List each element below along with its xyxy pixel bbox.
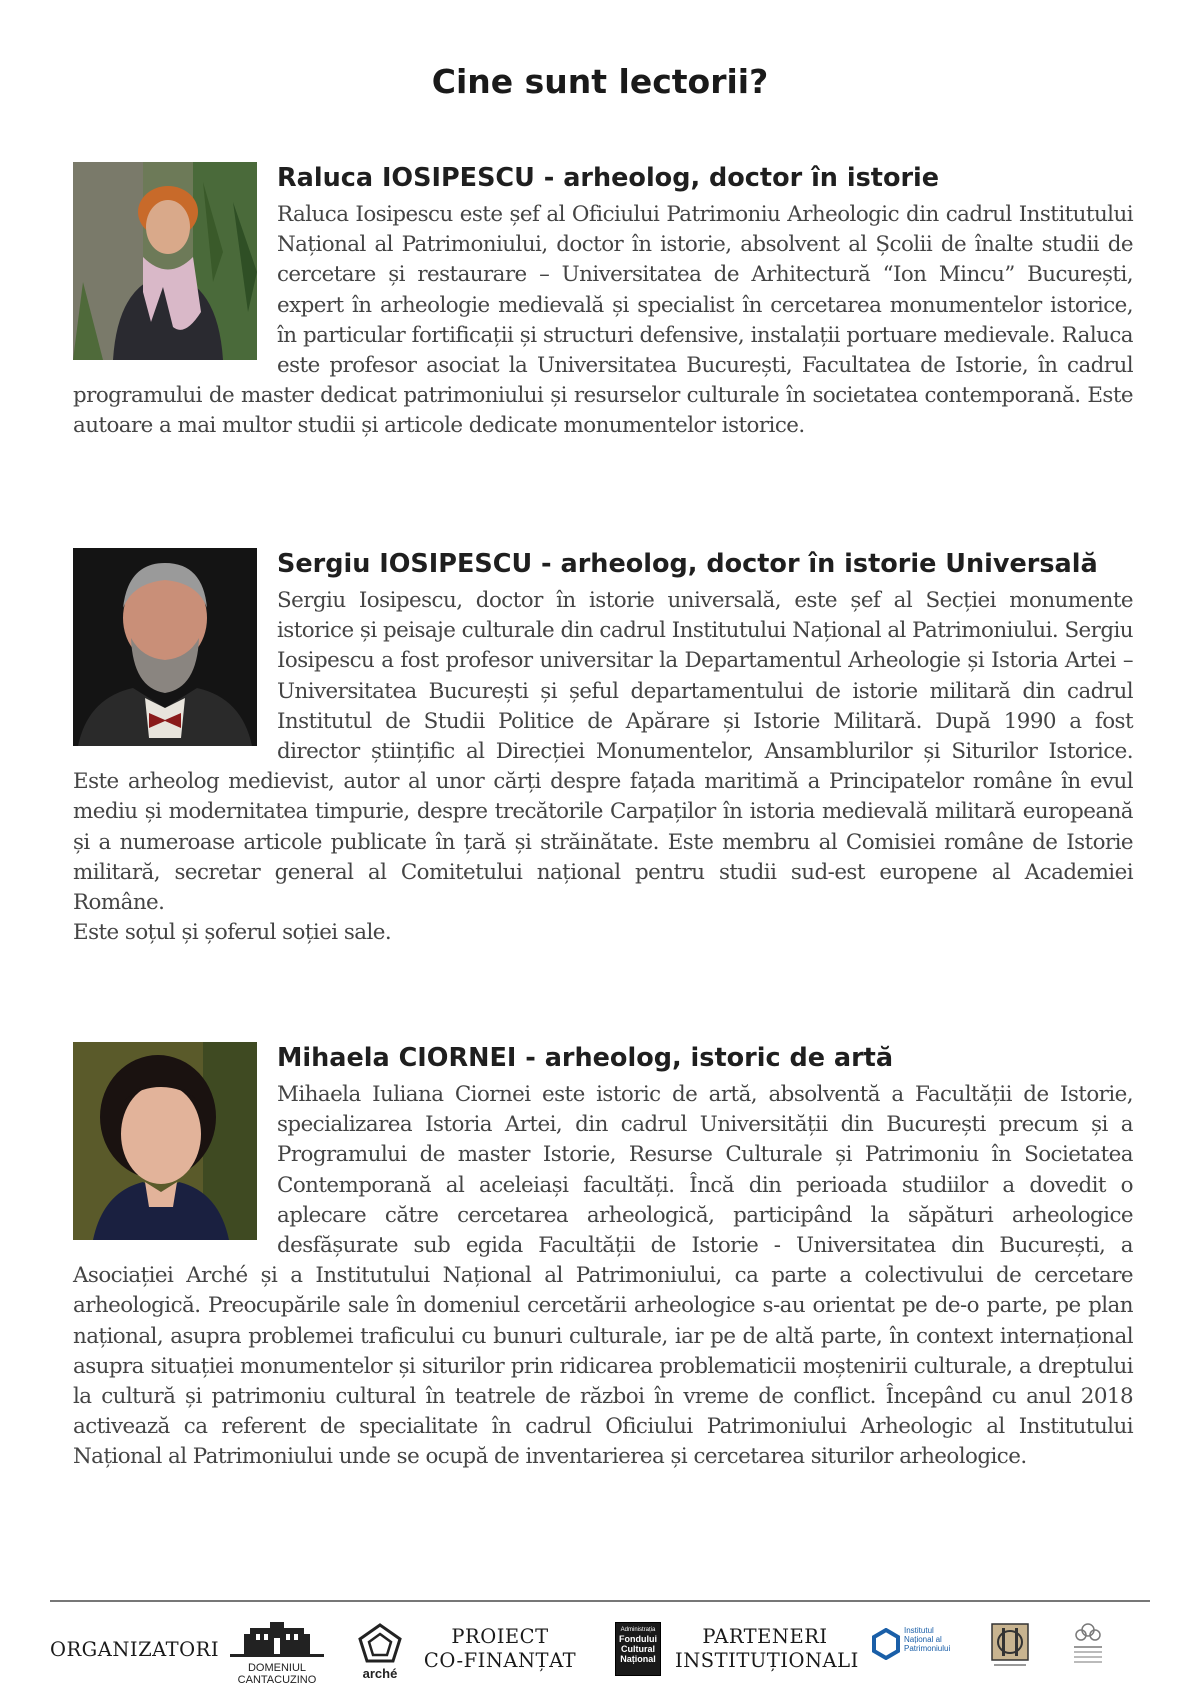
lector-photo	[73, 1042, 257, 1240]
lector-photo	[73, 162, 257, 360]
lector-section	[73, 162, 1133, 442]
lector-bio: Mihaela Iuliana Ciornei este istoric de artă, absolventă a Facultății de Istorie, specializarea Istoria Artei, din cadrul Universității din București precum și a Programului de master Istorie, Resurse Culturale și Patrimoniu în Societatea Contemporană al aceleiași facultăți. Încă din perioada studiilor a dovedit o aplecare către cercetarea arheologică, participând la săpături arheologice desfășurate sub egida Facultății de Istorie - Universitatea din București, a Asociației Arché și a Institutului Național al Patrimoniului, ca parte a colectivului de cercetare arheologică. Preocupările sale în domeniul cercetării arheologice s-au orientat pe de-o parte, pe plan național, asupra problemei traficului cu bunuri culturale, iar pe de altă parte, în context internațional asupra situației monumentelor și siturilor prin ridicarea problematicii moștenirii culturale, a dreptului la cultură și patrimoniu cultural în teatrele de război în vreme de conflict. Începând cu anul 2018 activează ca referent de specialitate în cadrul Oficiului Patrimoniului Arheologic al Institutului Național al Patrimoniului unde se ocupă de inventarierea și cercetarea siturilor arheologice.	[73, 1082, 1133, 1470]
asociatie-logo	[1068, 1620, 1108, 1672]
portrait-sergiu	[73, 548, 257, 746]
inp-line-2: Național al	[904, 1635, 942, 1644]
afcn-line-2: Fondului	[619, 1634, 657, 1644]
lector-bio-extra: Este soțul și șoferul soției sale.	[73, 920, 392, 946]
lector-name: Mihaela CIORNEI - arheolog, istoric de artă	[277, 1043, 894, 1073]
afcn-logo	[615, 1622, 661, 1676]
inp-line-1: Institutul	[904, 1626, 934, 1635]
page-title: Cine sunt lectorii?	[431, 62, 769, 101]
pi-foundation-logo	[990, 1622, 1030, 1670]
inp-logo	[872, 1626, 972, 1666]
afcn-line-1: Administrația	[620, 1627, 656, 1633]
pi-column-icon	[990, 1622, 1030, 1670]
arche-logo	[355, 1622, 405, 1681]
inp-mark-icon	[872, 1628, 900, 1660]
lector-bio: Raluca Iosipescu este șef al Oficiului Patrimoniu Arheologic din cadrul Institutului Național al Patrimoniului, doctor în istorie, absolvent al Școlii de înalte studii de cercetare și restaurare – Universitatea de Arhitectură “Ion Mincu” București, expert în arheologie medievală și specialist în cercetarea monumentelor istorice, în particular fortificații și structuri defensive, instalații portuare medievale. Raluca este profesor asociat la Universitatea București, Facultatea de Istorie, în cadrul programului de master dedicat patrimoniului și resurselor culturale în societatea contemporană. Este autoare a mai multor studii și articole dedicate monumentelor istorice.	[73, 202, 1133, 439]
lector-name: Sergiu IOSIPESCU - arheolog, doctor în istorie Universală	[277, 549, 1098, 579]
lector-photo	[73, 548, 257, 746]
parteneri-label	[675, 1625, 859, 1673]
lector-name: Raluca IOSIPESCU - arheolog, doctor în istorie	[277, 163, 940, 193]
afcn-line-3: Cultural	[620, 1644, 655, 1654]
inp-text	[904, 1626, 950, 1653]
domeniul-caption-2: CANTACUZINO	[237, 1674, 317, 1686]
domeniul-caption-1: DOMENIUL	[247, 1662, 307, 1674]
palace-icon	[230, 1620, 324, 1658]
footer	[50, 1618, 1150, 1688]
arche-pentagon-icon	[355, 1622, 405, 1664]
lector-section	[73, 1042, 1133, 1473]
footer-divider	[50, 1600, 1150, 1602]
proiect-line-1: PROIECT	[451, 1625, 549, 1648]
afcn-line-4: Național	[620, 1654, 656, 1664]
proiect-cofinantat-label	[420, 1625, 580, 1673]
portrait-mihaela	[73, 1042, 257, 1240]
inp-line-3: Patrimoniului	[904, 1644, 951, 1653]
domeniul-cantacuzino-logo	[230, 1620, 324, 1686]
flower-icon	[1068, 1620, 1108, 1672]
portrait-raluca	[73, 162, 257, 360]
lector-bio: Sergiu Iosipescu, doctor în istorie universală, este șef al Secției monumente istorice și peisaje culturale din cadrul Institutului Național al Patrimoniului. Sergiu Iosipescu a fost profesor universitar la Departamentul Arheologie și Istoria Artei – Universitatea București și șeful departamentului de istorie militară din cadrul Institutul de Studii Politice de Apărare și Istorie Militară. După 1990 a fost director științific al Direcției Monumentelor, Ansamblurilor și Siturilor Istorice. Este arheolog medievist, autor al unor cărți despre fațada maritimă a Principatelor române în evul mediu și modernitatea timpurie, despre trecătorile Carpaților în istoria medievală militară europeană și a numeroase articole publicate în țară și străinătate. Este membru al Comisiei române de Istorie militară, secretar general al Comitetului național pentru studii sud-est europene al Academiei Române.	[73, 588, 1133, 916]
arche-caption: arché	[362, 1666, 398, 1681]
proiect-line-2: CO-FINANȚAT	[423, 1649, 577, 1672]
lector-section	[73, 548, 1133, 948]
organizatori-label: ORGANIZATORI	[50, 1638, 220, 1661]
parteneri-line-2: INSTITUȚIONALI	[675, 1649, 859, 1672]
parteneri-line-1: PARTENERI	[702, 1625, 828, 1648]
